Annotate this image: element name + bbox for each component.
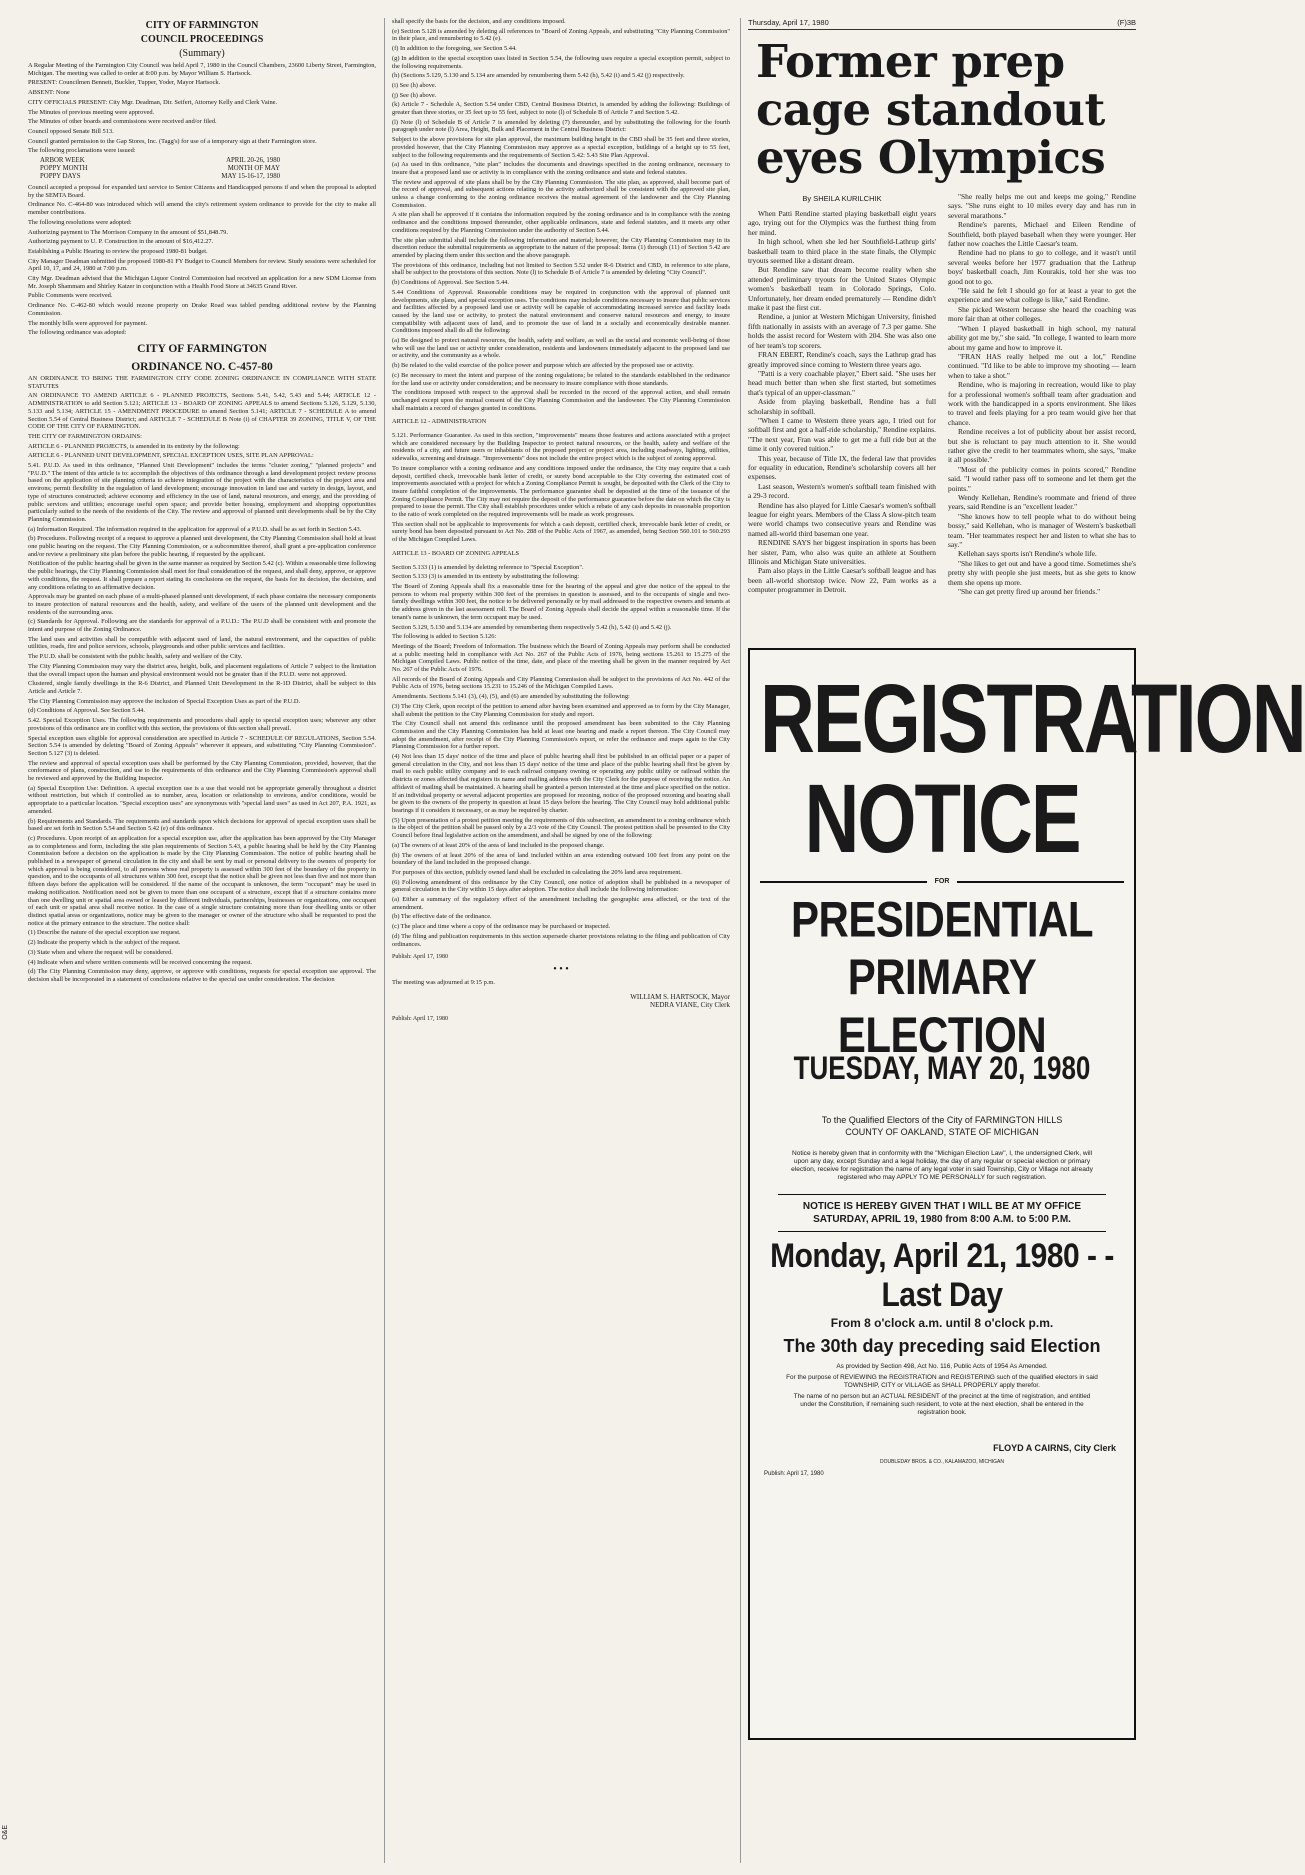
paragraph: ARTICLE 6 - PLANNED UNIT DEVELOPMENT, SPECIAL EXCEPTION USES, SITE PLAN APPROVAL:: [28, 452, 314, 460]
paragraph: 5.44 Conditions of Approval. Reasonable conditions may be required in conjunction with the approval of planned unit developments, site plans, and special exception uses. The conditions may include conditions necessary to insure that public services and facilities affected by a proposed land use or activity will be capable of accommodating increased service and facility loads caused by the land use or activity, to protect the natural environment and conserve natural resources and energy, to insure compatibility with adjacent uses of land, and to promote the use of land in a socially and economically desirable manner. Conditions imposed shall do all the following:: [392, 288, 730, 335]
paragraph: The review and approval of site plans shall be by the City Planning Commission. The site plan, as approved, shall become part of the record of approval, and subsequent actions relating to the activity authorized shall be consistent with the approved site plan, unless a change conforming to the zoning ordinance receives the mutual agreement of the landowner and the City Planning Commission.: [392, 178, 730, 209]
registration-notice-ad: [748, 648, 1305, 1740]
paragraph: A Regular Meeting of the Farmington City Council was held April 7, 1980 in the Council Chambers, 23600 Liberty Street, Farmington, Michigan. The meeting was called to order at 8:00 p.m. by Mayor William S. Hartsock.: [28, 62, 376, 77]
paragraph: (a) The owners of at least 20% of the area of land included in the proposed change.: [392, 841, 605, 849]
publish-date: Publish: April 17, 1980: [392, 1015, 449, 1022]
article-paragraph: This year, because of Title IX, the federal law that provides for equality in education, Rendine's scholarship covers all her expenses.: [748, 453, 936, 482]
notice-box-line-2: SATURDAY, APRIL 19, 1980 from 8:00 A.M. to 5:00 P.M.: [813, 1214, 1071, 1225]
notice-election-title: [760, 891, 1124, 1064]
notice-last-day: Monday, April 21, 1980 - - Last Day: [770, 1236, 1114, 1314]
paragraph: (b) The effective date of the ordinance.: [392, 913, 492, 921]
paragraph: The City Council shall not amend this ordinance until the proposed amendment has been submitted to the City Planning Commission and the City Planning Commission has held at least one hearing and made a report thereon. The City Council may adopt the amendment, after receipt of the City Planning Commission's report, or refer the ordinance and maps again to the City Planning Commission for a further report.: [392, 720, 730, 751]
notice-body: Notice is hereby given that in conformity with the "Michigan Election Law", I, the undersigned Clerk, will upon any day, except Sunday and a legal holiday, the day of any regular or special election or primary election, receive for registration the name of any legal voter in said Township, City or Village not already registered who may APPLY TO ME PERSONALLY for such registration.: [791, 1150, 1093, 1181]
paragraph: Special exception uses eligible for approval consideration are specified in Article 7 - SCHEDULE OF REGULATIONS, Section 5.54. Section 5.54 is amended by deleting "Board of Zoning Appeals" wherever it appears, and substituting "City Planning Commission". Section 5.127 (3) is deleted.: [28, 734, 376, 757]
paragraph: The provisions of this ordinance, including but not limited to Section 5.52 under R-6 District and CBD, in reference to site plans, shall be subject to the provisions of this section. Note (l) to Schedule B of Article 7 is amended by deleting "City Council".: [392, 261, 730, 277]
article-column-right: [948, 192, 1136, 596]
paragraph: The conditions imposed with respect to the approval shall be recorded in the record of the approval action, and shall remain unchanged except upon the mutual consent of the City Planning Commission and the landowner. The City Planning Commission shall maintain a record of changes granted in conditions.: [392, 389, 730, 412]
article-paragraph: "She likes to get out and have a good time. Sometimes she's pretty shy with people she just meets, but as she gets to know them she opens up more.: [948, 558, 1136, 587]
paragraph: Authorizing payment to The Morrison Company in the amount of $51,848.79.: [28, 228, 228, 236]
column-rule: [384, 18, 385, 1863]
paragraph: Council accepted a proposal for expanded taxi service to Senior Citizens and Handicapped persons if and when the proposal is adopted by the SEMTA Board.: [28, 184, 376, 199]
paragraph: (3) State when and where the request will be considered.: [28, 948, 173, 956]
clerk-signature: NEDRA VIANE, City Clerk: [650, 1001, 730, 1010]
paragraph: (c) Procedures. Upon receipt of an application for a special exception use, after the application has been approved by the City Manager as to completeness and form, including the site plan requirements of Section 5.43, a public hearing shall be held by the City Planning Commission before a decision on the application is made by the City Planning Commission. The notice of public hearing shall be published in a newspaper of general circulation in the city and shall be sent by mail or personal delivery to the owners of property for which approval is being considered, to all persons whose real property is assessed within 300 feet of the boundary of the property in question, and to the occupants of all structures within 300 feet, except that the notice shall be given not less than five and not more than fifteen days before the application will be considered. If the name of the occupant is unknown, the term "occupant" may be used in making notification. Notification need not be given to more than one occupant of a structure, except that if a structure contains more than one dwelling unit or spatial area owned or leased by different individuals, partnerships, businesses or organizations, one occupant of each unit or spatial area shall receive notice. In the case of a single structure containing more than four dwelling units or other distinct spatial areas or organizations, notice may be given to the manager or owner of the structure who shall be requested to post the notice at the primary entrance to the structure. The notice shall:: [28, 834, 376, 927]
paragraph: (6) Following amendment of this ordinance by the City Council, one notice of adoption shall be published in a newspaper of general circulation in the City within 15 days after adoption. The notice shall include the following information:: [392, 878, 730, 894]
divider-bar: [957, 881, 1124, 883]
article-paragraph: Kellehan says sports isn't Rendine's whole life.: [958, 549, 1097, 559]
proclamation-row: [40, 157, 280, 165]
article-paragraph: Rendine, a junior at Western Michigan University, finished fifth nationally in assists with an average of 7.3 per game. She holds the assist record for Western with 204. She was also one of her team's top scorers.: [748, 312, 936, 350]
notice-publish-date: Publish: April 17, 1980: [764, 1471, 824, 1477]
paragraph: (5) Upon presentation of a protest petition meeting the requirements of this subsection, an amendment to a zoning ordinance which is the object of the petition shall be passed only by a 2/3 vote of the City Council. The protest petition shall be presented to the City Council before final legislative action on the amendment, and shall be signed by one of the following:: [392, 816, 730, 840]
notice-to-line-2: COUNTY OF OAKLAND, STATE OF MICHIGAN: [845, 1127, 1039, 1137]
paragraph: The Board of Zoning Appeals shall fix a reasonable time for the hearing of the appeal and give due notice of the appeal to the persons to whom real property within 300 feet of the premises in question is assessed, and to the occupants of single and two-family dwellings within 300 feet, the notice to be delivered personally or by mail addressed to the respective owners and tenants at the address given in the last assessment roll. The Board of Zoning Appeals shall decide the appeal within a reasonable time. If the tenant's name is unknown, the term occupant may be used.: [392, 583, 730, 621]
paragraph: (a) Either a summary of the regulatory effect of the amendment including the geographic area affected, or the text of the amendment.: [392, 896, 730, 911]
council-proceedings-column: [28, 18, 376, 1865]
paragraph: The meeting was adjourned at 9:15 p.m.: [392, 979, 495, 987]
paragraph: Amendments. Sections 5.141 (3), (4), (5), and (6) are amended by substituting the following:: [392, 693, 630, 701]
paragraph: Ordinance No. C-464-80 was introduced which will amend the city's retirement system ordinance to provide for the city to make all member contributions.: [28, 201, 376, 217]
article-column-left: [748, 192, 936, 596]
publish-date: Publish: April 17, 1980: [392, 954, 449, 961]
paragraph: (1) Describe the nature of the special exception use request.: [28, 929, 181, 937]
article-paragraph: Rendine, who is majoring in recreation, would like to play for a professional women's softball team after graduation and work with the handicapped in a sports environment. She likes to travel and feels playing for a pro team would give her that chance.: [948, 380, 1136, 427]
notice-30th-day: The 30th day preceding said Election: [783, 1336, 1101, 1356]
side-tag: O&E: [2, 1825, 9, 1840]
paragraph: The monthly bills were approved for payment.: [28, 319, 148, 327]
paragraph: The review and approval of special exception uses shall be performed by the City Planning Commission, provided, however, that the conformance of plans, construction, and use to the requirements of this ordinance and the City Planning Commission's approval shall be reviewed and approved by the Building Inspector.: [28, 759, 376, 783]
paragraph: ABSENT: None: [28, 89, 70, 97]
paragraph: (b) The owners of at least 20% of the area of land included within an area extending outward 100 feet from any point on the boundary of the land included in the proposed change.: [392, 851, 730, 867]
paragraph: CITY OFFICIALS PRESENT: City Mgr. Deadman, Dir. Seifert, Attorney Kelly and Clerk Vaine.: [28, 98, 278, 106]
paragraph: (d) The filing and publication requirements in this section supersede charter provisions relating to the filing and publication of City ordinances.: [392, 932, 730, 948]
paragraph: 5.42. Special Exception Uses. The following requirements and procedures shall apply to special exception uses; wherever any other provisions of this ordinance are in conflict with this section, the provisions of this section shall prevail.: [28, 717, 376, 732]
paragraph: Subject to the above provisions for site plan approval, the maximum building height in the CBD shall be 35 feet and three stories, provided however, that the City Planning Commission may approve as a special exception, buildings of a height up to 55 feet, subject to the following requirements and the requirements of Section 5.42: 5.43 Site Plan Approval.: [392, 136, 730, 159]
proclamation-list: [40, 157, 376, 181]
paragraph: The following proclamations were issued:: [28, 147, 136, 155]
ordinance-number: ORDINANCE NO. C-457-80: [131, 360, 273, 373]
signature-block: [392, 993, 730, 1010]
notice-fine-print: The name of no person but an ACTUAL RESIDENT of the precinct at the time of registration, and entitled under the Constitution, if remaining such resident, to vote at the next election, shall be entered in the registration book.: [793, 1393, 1091, 1416]
article-paragraph: She picked Western because she heard the coaching was more fair than at other colleges.: [948, 304, 1136, 324]
paragraph: The Minutes of other boards and commissions were received and/or filed.: [28, 118, 217, 126]
proclamation-name: POPPY DAYS: [40, 173, 81, 181]
paragraph: AN ORDINANCE TO AMEND ARTICLE 6 - PLANNED PROJECTS, Sections 5.41, 5.42, 5.43 and 5.44; ARTICLE 12 - ADMINISTRATION to add Section 5.121; ARTICLE 13 - BOARD OF ZONING APPEALS to amend Sections 5.126, 5.129, 5.130, 5.133 and 5.134; ARTICLE 15 - AMENDMENT PROCEDURE to amend Section 5.141; ARTICLE 7 - SCHEDULE A to amend Section 5.54 of Central Business District; and ARTICLE 7 - SCHEDULE B Note (i) of CHAPTER 39 ZONING, TITLE V, OF THE CODE OF THE CITY OF FARMINGTON.: [28, 392, 376, 431]
paragraph: (k) Article 7 - Schedule A, Section 5.54 under CBD, Central Business District, is amended by adding the following: Buildings of greater than three stories, or 35 feet up to 55 feet, subject to note (l) of Schedule B of Article 7 and Section 5.42.: [392, 101, 730, 117]
paragraph: Council opposed Senate Bill 513.: [28, 127, 114, 135]
paragraph: This section shall not be applicable to improvements for which a cash deposit, certified check, irrevocable bank letter of credit, or surety bond has been deposited pursuant to Act No. 288 of the Public Acts of 1967, as amended, being Section 560.101 to 560.293 of the Michigan Compiled Laws.: [392, 520, 730, 544]
sports-column: [748, 18, 1305, 1865]
ordinance-continued-column: [392, 18, 730, 1865]
paragraph: Notification of the public hearing shall be given in the same manner as required by Section 5.42 (c). Within a reasonable time following the public hearings, the City Planning Commission shall meet for final consideration of the request, and shall deny, approve, or approve with conditions, the request. It shall prepare a report stating its conclusions on the request, the basis for its decision, the decision, and any conditions relating to an affirmative decision.: [28, 560, 376, 591]
notice-headline: [760, 664, 1305, 874]
section-page: (F)3B: [1117, 18, 1136, 27]
notice-for: FOR: [934, 878, 950, 885]
article-paragraph: "When I played basketball in high school, my natural ability got me by," she said. "In college, I wanted to learn more about my game and how to improve it.: [948, 323, 1136, 352]
council-subtitle: COUNCIL PROCEEDINGS: [140, 34, 264, 45]
paragraph: Section 5.129, 5.130 and 5.134 are amended by renumbering them respectively 5.42 (h), 5.42 (i) and 5.42 (j).: [392, 623, 672, 631]
article-paragraph: "She really helps me out and keeps me going," Rendine says. "She runs eight to 10 miles every day and has run in several marathons.": [948, 192, 1136, 220]
paragraph: (i) See (h) above.: [392, 81, 437, 89]
paragraph: The following ordinance was adopted:: [28, 329, 127, 337]
article-paragraph: FRAN EBERT, Rendine's coach, says the Lathrup grad has greatly improved since coming to Western three years ago.: [748, 350, 936, 369]
council-title: CITY OF FARMINGTON: [145, 20, 259, 31]
paragraph: (a) As used in this ordinance, "site plan" includes the documents and drawings specified in the zoning ordinance, necessary to insure that a proposed land use or activity is in compliance with the zoning ordinance and state and federal statutes.: [392, 161, 730, 176]
notice-fine-print: For the purpose of REVIEWING the REGISTRATION and REGISTERING such of the qualified electors in said TOWNSHIP, CITY or VILLAGE as SHALL PROPERLY apply therefor.: [786, 1374, 1098, 1389]
paragraph: PRESENT: Councilmen Bennett, Buckler, Tupper, Yoder, Mayor Hartsock.: [28, 79, 221, 87]
proclamation-name: ARBOR WEEK: [40, 157, 85, 165]
article-paragraph: Aside from playing basketball, Rendine has a full scholarship in softball.: [748, 397, 936, 416]
ordinance-title: CITY OF FARMINGTON: [137, 342, 267, 355]
notice-election-date: TUESDAY, MAY 20, 1980: [793, 1049, 1091, 1087]
paragraph: (c) Standards for Approval. Following are the standards for approval of a P.U.D.: The P.U.D shall be consistent with and promote the intent and purpose of the Zoning Ordinance.: [28, 618, 376, 634]
section-heading: ARTICLE 13 - BOARD OF ZONING APPEALS: [392, 549, 520, 557]
paragraph: AN ORDINANCE TO BRING THE FARMINGTON CITY CODE ZONING ORDINANCE IN COMPLIANCE WITH STATE STATUTES: [28, 374, 376, 390]
paragraph: ARTICLE 6 - PLANNED PROJECTS, is amended in its entirety by the following:: [28, 442, 240, 450]
paragraph: Authorizing payment to U. P. Construction in the amount of $16,412.27.: [28, 238, 214, 246]
notice-clerk: FLOYD A CAIRNS, City Clerk: [993, 1443, 1116, 1453]
notice-fine-print: As provided by Section 498, Act No. 116, Public Acts of 1954 As Amended.: [836, 1363, 1048, 1370]
paragraph: (a) Be designed to protect natural resources, the health, safety and welfare, as well as the social and economic well-being of those who will use the land use or activity under consideration, residents and landowners immediately adjacent to the proposed land use or activity, and the community as a whole.: [392, 337, 730, 360]
article-paragraph: "FRAN HAS really helped me out a lot," Rendine continued. "I'd like to be able to improve my shooting — learn when to take a shot.": [948, 351, 1136, 380]
paragraph: City Manager Deadman submitted the proposed 1980-81 FY Budget to Council Members for review. Study sessions were scheduled for April 10, 17, and 24, 1980 at 7:00 p.m.: [28, 257, 376, 273]
paragraph: Section 5.133 (1) is amended by deleting reference to "Special Exception".: [392, 563, 584, 571]
paragraph: shall specify the basis for the decision, and any conditions imposed.: [392, 18, 566, 25]
paragraph: Clustered, single family dwellings in the R-6 District, and Planned Unit Development in the R-1D District, shall be subject to this Article and Article 7.: [28, 680, 376, 695]
paragraph: (b) Conditions of Approval. See Section 5.44.: [392, 279, 509, 287]
article-paragraph: In high school, when she led her Southfield-Lathrup girls' basketball team to third place in the state finals, the Olympic tryouts seemed like a distant dream.: [748, 237, 936, 266]
paragraph: (g) In addition to the special exception uses listed in Section 5.54, the following uses require a special exception permit, subject to the following requirements.: [392, 54, 730, 70]
article-body: [748, 192, 1136, 596]
article-paragraph: Wendy Kellehan, Rendine's roommate and friend of three years, said Rendine is an "excellent leader.": [948, 493, 1136, 512]
issue-date: Thursday, April 17, 1980: [748, 18, 829, 27]
paragraph: Council granted permission to the Gap Stores, Inc. (Tagg's) for use of a temporary sign at their Farmington store.: [28, 137, 317, 145]
notice-addressee: [760, 1114, 1124, 1138]
paragraph: (e) Section 5.128 is amended by deleting all references to "Board of Zoning Appeals, and substituting "City Planning Commission" in their place, and renumbering to 5.42 (e).: [392, 27, 730, 43]
article-paragraph: When Patti Rendine started playing basketball eight years ago, trying out for the Olympics was the furthest thing from her mind.: [748, 209, 936, 237]
article-paragraph: Rendine's parents, Michael and Eileen Rendine of Southfield, both played baseball when they were younger. Her father now coaches the Little Caesar's team.: [948, 220, 1136, 249]
paragraph: (d) Conditions of Approval. See Section 5.44.: [28, 707, 145, 715]
paragraph: Ordinance No. C-462-80 which would rezone property on Drake Road was tabled pending additional review by the Planning Commission.: [28, 302, 376, 317]
paragraph: (b) Requirements and Standards. The requirements and standards upon which decisions for approval of special exception uses shall be based are set forth in Section 5.54 and Section 5.42 (e) of this ordinance.: [28, 817, 376, 833]
paragraph: The land uses and activities shall be compatible with adjacent used of land, the natural environment, and the capacities of public utilities, roads, fire and police services, schools, playgrounds and other public services and facilities.: [28, 635, 376, 651]
paragraph: Public Comments were received.: [28, 292, 113, 300]
paragraph: The City Planning Commission may vary the district area, height, bulk, and placement regulations of Article 7 subject to the limitation that the overall impact upon the human and physical environment would not be greater than if the P.U.D. were not approved.: [28, 662, 376, 678]
council-summary: (Summary): [179, 48, 225, 59]
paragraph: (a) Information Required. The information required in the application for approval of a P.U.D. shall be as set forth in Section 5.43.: [28, 525, 362, 533]
article-paragraph: RENDINE SAYS her biggest inspiration in sports has been her sister, Pam, who also was quite an athlete at Southern Illinois and Michigan State universities.: [748, 538, 936, 567]
paragraph: To insure compliance with a zoning ordinance and any conditions imposed under the ordinance, the City may require that a cash deposit, certified check, irrevocable bank letter of credit, or surety bond acceptable to the City covering the estimated cost of improvements associated with a project for which a Zoning Compliance Permit is sought, be deposited with the Clerk of the City to insure faithful completion of the improvements. The performance guarantee shall be deposited at the time of the issuance of the Zoning Compliance Permit. The City may not require the deposit of the performance guarantee before the date on which the City is prepared to issue the permit. The City shall establish procedures under which a rebate of any cash deposits in reasonable proportion to the ratio of work completed on the required improvements will be made as work progresses.: [392, 464, 730, 519]
paragraph: (2) Indicate the property which is the subject of the request.: [28, 939, 181, 947]
proclamation-date: MONTH OF MAY: [227, 165, 280, 173]
article-paragraph: But Rendine saw that dream become reality when she attended preliminary tryouts for the United States Olympic women's basketball team in Colorado Springs, Colo. Unfortunately, her dream ended prematurely — Rendine didn't make it past the first cut.: [748, 265, 936, 313]
paragraph: Approvals may be granted on each phase of a multi-phased planned unit development, if each phase contains the necessary components to insure protection of natural resources and the health, safety, and welfare of the users of the planned unit development and the residents of the surrounding area.: [28, 593, 376, 616]
paragraph: (4) Not less than 15 days' notice of the time and place of public hearing shall first be published in an official paper or a paper of general circulation in the City, and not less than 15 days' notice of the time and place of the public hearing shall first be given by mail to each public utility company and to each railroad company owning or operating any public utility or railroad within the districts or zones affected that registers its name and mailing address with the City Clerk for the purpose of receiving the notice. An affidavit of mailing shall be maintained. A hearing shall be granted a person interested at the time and place specified on the notice. If an individual property or several adjacent properties are proposed for rezoning, notice of the proposed rezoning and hearing shall be given to the owners of the property in question at least 15 days before the hearing. The City Council may hold additional public hearings if it considers it necessary, or as may be required by charter.: [392, 753, 730, 814]
paragraph: City Mgr. Deadman advised that the Michigan Liquor Control Commission had received an application for a new SDM License from Mr. Joseph Shammam and Shirley Katzer in conjunction with a Health Food Store at 34635 Grand River.: [28, 275, 376, 290]
notice-primary-election: PRIMARY ELECTION: [837, 948, 1047, 1063]
proclamation-row: [40, 165, 280, 173]
paragraph: (4) Indicate when and where written comments will be received concerning the request.: [28, 958, 253, 966]
article-paragraph: "She can get pretty fired up around her friends.": [958, 587, 1101, 597]
notice-registration: REGISTRATION: [760, 664, 1305, 774]
paragraph: The City Planning Commission may approve the inclusion of Special Exception Uses as part of the P.U.D.: [28, 697, 301, 705]
article-paragraph: "Patti is a very coachable player," Ebert said. "She uses her head much better than when she first started, but sometimes that's typical of an upper-classman.": [748, 368, 936, 397]
article-paragraph: Rendine has also played for Little Caesar's women's softball league for eight years. Members of the Class A slow-pitch team were world champs two consecutive years and Rendine was named all-world third baseman one year.: [748, 500, 936, 538]
article-paragraph: "When I came to Western three years ago, I tried out for softball first and got a half-ride scholarship," Rendine explains. "The next year, Fran was able to get me a full ride but at the time it only covered tuition.": [748, 415, 936, 454]
paragraph: A site plan shall be approved if it contains the information required by the zoning ordinance and is in compliance with the zoning ordinance and the conditions imposed thereunder, other applicable ordinances, state and federal statutes, and it meets any other conditions required by the Planning Commission under the authority of Section 5.44.: [392, 211, 730, 234]
article-paragraph: Rendine receives a lot of publicity about her assist record, but she is reluctant to pay much attention to it. She would rather give the credit to her teammates whom, she says, "make it all possible.": [948, 427, 1136, 465]
paragraph: (f) In addition to the foregoing, see Section 5.44.: [392, 45, 517, 53]
proclamation-row: [40, 173, 280, 181]
article-paragraph: "She knows how to tell people what to do without being bossy," said Kellehan, who is manager of Western's basketball team. "Her teammates respect her and listen to what she has to say.": [948, 511, 1136, 550]
article-paragraph: Last season, Western's women's softball team finished with a 29-3 record.: [748, 481, 936, 501]
section-heading: ARTICLE 12 - ADMINISTRATION: [392, 418, 487, 426]
paragraph: (h) (Sections 5.129, 5.130 and 5.134 are amended by renumbering them 5.42 (h), 5.42 (i) and 5.42 (j) respectively.: [392, 72, 685, 80]
mayor-signature: WILLIAM S. HARTSOCK, Mayor: [630, 992, 730, 1001]
paragraph: THE CITY OF FARMINGTON ORDAINS:: [28, 432, 142, 440]
article-paragraph: "Most of the publicity comes in points scored," Rendine said. "I would rather pass off to someone and let them get the points.": [948, 464, 1136, 493]
paragraph: (c) The place and time where a copy of the ordinance may be purchased or inspected.: [392, 923, 611, 931]
page-dateline: [748, 18, 1136, 30]
proclamation-date: APRIL 20-26, 1980: [226, 157, 280, 165]
paragraph: For purposes of this section, publicly owned land shall be excluded in calculating the 20% land area requirement.: [392, 868, 682, 876]
notice-hours: From 8 o'clock a.m. until 8 o'clock p.m.: [830, 1316, 1054, 1330]
paragraph: (c) Be necessary to meet the intent and purpose of the zoning regulations; be related to the standards established in the ordinance for the land use or activity under consideration; and be necessary to insure compliance with those standards.: [392, 371, 730, 387]
article-paragraph: "He said he felt I should go for at least a year to get the experience and see what college is like," said Rendine.: [948, 286, 1136, 305]
paragraph: Establishing a Public Hearing to review the proposed 1980-81 budget.: [28, 247, 208, 255]
paragraph: Meetings of the Board; Freedom of Information. The business which the Board of Zoning Appeals may perform shall be conducted at a public meeting held in compliance with Act No. 267 of the Public Acts of 1976, being sections 15.261 to 15.275 of the Michigan Compiled Laws. Public notice of the time, date, and place of the meeting shall be given in the manner required by Act No. 267 of the Public Acts of 1976.: [392, 642, 730, 674]
notice-for-divider: [760, 878, 1124, 885]
paragraph: (b) Procedures. Following receipt of a request to approve a planned unit development, the City Planning Commission shall hold at least one public hearing on the request. The City Planning Commission, or a subcommittee thereof, shall grant a pre-application conference and/or review a preliminary site plan before the public hearing, if requested by the applicant.: [28, 535, 376, 558]
paragraph: (3) The City Clerk, upon receipt of the petition to amend after having been examined and approved as to form by the City Manager, shall submit the petition to the City Planning Commission for study and report.: [392, 702, 730, 718]
paragraph: Section 5.133 (3) is amended in its entirety by substituting the following:: [392, 573, 580, 581]
notice-presidential: PRESIDENTIAL: [790, 891, 1094, 948]
proclamation-date: MAY 15-16-17, 1980: [221, 173, 280, 181]
column-rule: [740, 18, 741, 1863]
proclamation-name: POPPY MONTH: [40, 165, 88, 173]
paragraph: (l) Note (l) of Schedule B of Article 7 is amended by deleting (7) thereunder, and by substituting the following for the fourth paragraph under note (l) Area, Height, Bulk and Placement in the Central Business District:: [392, 118, 730, 134]
article-headline: Former prep cage standout eyes Olympics: [756, 35, 1106, 184]
notice-box-line-1: NOTICE IS HEREBY GIVEN THAT I WILL BE AT MY OFFICE: [802, 1201, 1082, 1212]
article-paragraph: Pam also plays in the Little Caesar's softball league and has been all-world shortstop twice. Now 22, Pam works as a computer programmer in Detroit.: [748, 566, 936, 595]
paragraph: All records of the Board of Zoning Appeals and City Planning Commission shall be subject to the provisions of Act No. 442 of the Public Acts of 1976, being sections 15.231 to 15.246 of the Michigan Compiled Laws.: [392, 675, 730, 691]
paragraph: The site plan submittal shall include the following information and material; however, the City Planning Commission may in its discretion reduce the submittal requirements as appropriate to the nature of the proposal: Items (1) through (11) of Section 5.42 are amended by placing them under this section and the above paragraph.: [392, 236, 730, 259]
notice-to-line-1: To the Qualified Electors of the City of FARMINGTON HILLS: [821, 1115, 1063, 1125]
notice-notice: NOTICE: [804, 764, 1080, 874]
paragraph: (d) The City Planning Commission may deny, approve, or approve with conditions, requests for special exception use approval. The decision shall be incorporated in a statement of conclusions relative to the special use under consideration. The decision: [28, 968, 376, 983]
article-byline: By SHEILA KURILCHIK: [802, 194, 882, 203]
paragraph: 5.41. P.U.D. As used in this ordinance, "Planned Unit Development" includes the terms "cluster zoning," "planned projects" and "P.U.D." The intent of this article is to: accomplish the objectives of this ordinance through a land development project review process based on the application of site planning criteria to achieve integration of the project with the characteristics of the project area and environs; permit flexibility in the regulation of land development; encourage innovation in land use and variety in design, layout, and type of structures constructed; achieve economy and efficiency in the use of land, natural resources, and energy, and the providing of public services and utilities; encourage useful open space; and provide better housing, employment and shopping opportunities particularly suited to the needs of the residents of the City. The review and approval of planned unit developments shall be by the City Planning Commission.: [28, 462, 376, 523]
paragraph: 5.121. Performance Guarantee. As used in this section, "improvements" means those features and actions associated with a project which are considered necessary by the Building Inspector to protect natural resources, or the health, safety and welfare of the residents of a city, and future users or inhabitants of the proposed project or project area, including roadways, lighting, utilities, sidewalks, screening and drainage. "Improvements" does not include the entire project which is the subject of zoning approval.: [392, 432, 730, 463]
section-break-stars: • • •: [553, 964, 569, 976]
paragraph: (a) Special Exception Use: Definition. A special exception use is a use that would not be appropriate generally throughout a district without restriction, but which if controlled as to number, area, location or relationship to environs, and/or conditions, would be appropriate to a particular location. "Special exception uses" are synonymous with "special land uses" as used in Act 207, P.A. 1921, as amended.: [28, 784, 376, 815]
paragraph: The following is added to Section 5.126:: [392, 633, 497, 641]
notice-printer: DOUBLEDAY BROS. & CO., KALAMAZOO, MICHIGAN: [879, 1459, 1004, 1465]
paragraph: The P.U.D. shall be consistent with the public health, safety and welfare of the City.: [28, 653, 243, 661]
paragraph: (b) Be related to the valid exercise of the police power and purpose which are affected by the proposed use or activity.: [392, 362, 694, 370]
notice-office-hours-box: [778, 1194, 1106, 1232]
article-paragraph: Rendine had no plans to go to college, and it wasn't until several weeks before her 1977 graduation that the Lathrup boys' basketball coach, Jim Kourakis, told her she was too good not to go.: [948, 248, 1136, 286]
paragraph: (j) See (h) above.: [392, 91, 437, 99]
divider-bar: [760, 881, 927, 883]
paragraph: The following resolutions were adopted:: [28, 218, 132, 226]
paragraph: The Minutes of previous meeting were approved.: [28, 108, 155, 116]
